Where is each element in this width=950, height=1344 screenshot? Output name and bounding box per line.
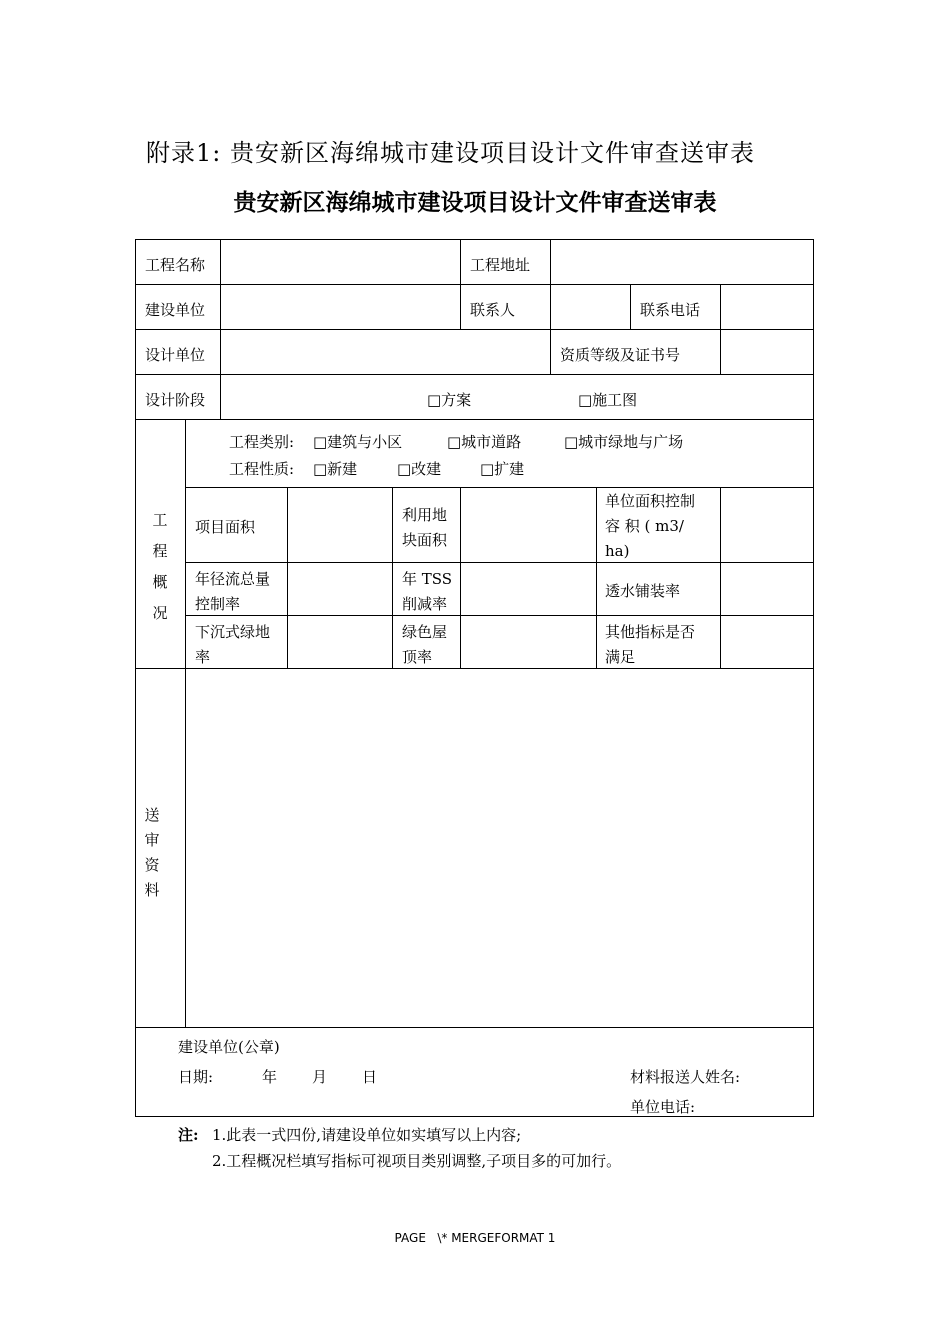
nature-label: 工程性质: — [229, 460, 295, 478]
metric-unit-area-volume: 单位面积控制 容 积 ( m3/ ha) — [605, 492, 696, 560]
unit-phone-label: 单位电话: — [630, 1098, 696, 1116]
category-label: 工程类别: — [229, 433, 295, 451]
metric-project-area: 项目面积 — [195, 518, 256, 536]
col-divider — [460, 487, 461, 668]
col-divider — [185, 419, 186, 1027]
label-qualification: 资质等级及证书号 — [560, 346, 681, 364]
row-divider — [135, 1027, 814, 1028]
col-divider — [630, 284, 631, 329]
page-footer: PAGE \* MERGEFORMAT 1 — [394, 1231, 556, 1245]
metric-green-roof: 绿色屋 顶率 — [402, 623, 448, 666]
row-divider — [135, 329, 814, 330]
row-divider — [135, 374, 814, 375]
seal-label: 建设单位(公章) — [178, 1038, 280, 1056]
appendix-heading: 附录1: 贵安新区海绵城市建设项目设计文件审查送审表 — [146, 139, 755, 167]
category-option-road[interactable]: □城市道路 — [447, 433, 522, 451]
metric-land-use-area: 利用地 块面积 — [402, 506, 448, 549]
overview-label: 工 程 概 况 — [152, 511, 168, 622]
label-project-address: 工程地址 — [470, 256, 531, 274]
col-divider — [720, 487, 721, 668]
category-option-building[interactable]: □建筑与小区 — [313, 433, 403, 451]
note-1: 1.此表一式四份,请建设单位如实填写以上内容; — [212, 1126, 522, 1144]
stage-option-construction-drawing[interactable]: □施工图 — [578, 391, 638, 409]
note-prefix: 注: — [178, 1126, 199, 1144]
metric-permeable-paving: 透水铺装率 — [605, 582, 681, 600]
date-year: 年 — [262, 1068, 278, 1086]
date-label: 日期: — [178, 1068, 214, 1086]
date-day: 日 — [362, 1068, 378, 1086]
col-divider — [287, 487, 288, 668]
form-table — [135, 239, 814, 1117]
col-divider — [550, 239, 551, 374]
label-design-stage: 设计阶段 — [145, 391, 206, 409]
nature-option-new[interactable]: □新建 — [313, 460, 358, 478]
row-divider — [135, 284, 814, 285]
row-divider — [135, 419, 814, 420]
stage-option-plan[interactable]: □方案 — [427, 391, 472, 409]
col-divider — [596, 487, 597, 668]
nature-option-expand[interactable]: □扩建 — [480, 460, 525, 478]
metric-runoff-control: 年径流总量 控制率 — [195, 570, 271, 613]
metric-sunken-greenspace: 下沉式绿地 率 — [195, 623, 271, 666]
label-design-unit: 设计单位 — [145, 346, 206, 364]
date-month: 月 — [312, 1068, 328, 1086]
label-construction-unit: 建设单位 — [145, 301, 206, 319]
metric-tss-reduction: 年 TSS 削减率 — [402, 570, 453, 613]
note-2: 2.工程概况栏填写指标可视项目类别调整,子项目多的可加行。 — [212, 1152, 622, 1170]
label-project-name: 工程名称 — [145, 256, 206, 274]
submitter-name-label: 材料报送人姓名: — [630, 1068, 741, 1086]
label-contact-phone: 联系电话 — [640, 301, 701, 319]
label-contact-person: 联系人 — [470, 301, 516, 319]
col-divider — [460, 239, 461, 329]
col-divider — [392, 487, 393, 668]
category-option-greenspace[interactable]: □城市绿地与广场 — [564, 433, 684, 451]
metric-other-indicators: 其他指标是否 满足 — [605, 623, 696, 666]
nature-option-rebuild[interactable]: □改建 — [397, 460, 442, 478]
col-divider — [720, 284, 721, 374]
col-divider — [220, 239, 221, 419]
form-title: 贵安新区海绵城市建设项目设计文件审查送审表 — [233, 190, 717, 216]
materials-label: 送 审 资 料 — [144, 806, 160, 899]
